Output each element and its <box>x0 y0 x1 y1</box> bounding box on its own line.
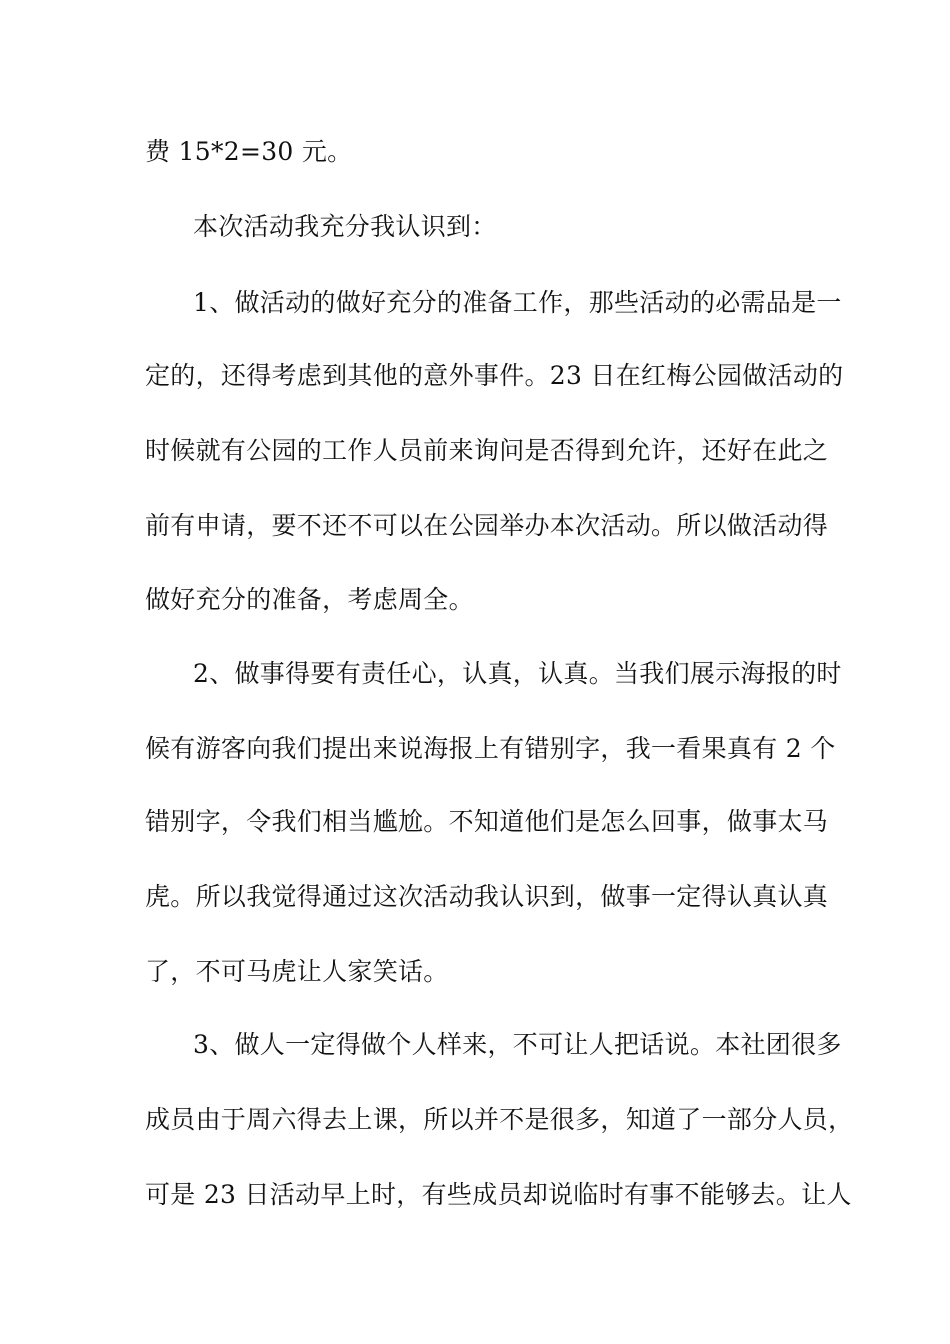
text-line: 成员由于周六得去上课，所以并不是很多，知道了一部分人员， <box>145 1105 854 1134</box>
text-line: 虎。所以我觉得通过这次活动我认识到，做事一定得认真认真 <box>145 882 829 911</box>
text-line: 了，不可马虎让人家笑话。 <box>145 957 449 986</box>
text-line: 3、做人一定得做个人样来，不可让人把话说。本社团很多 <box>193 1030 842 1059</box>
text-line: 做好充分的准备，考虑周全。 <box>145 585 474 614</box>
text-line: 本次活动我充分我认识到： <box>193 212 497 241</box>
text-line: 费 15*2=30 元。 <box>145 137 353 166</box>
text-line: 定的，还得考虑到其他的意外事件。23 日在红梅公园做活动的 <box>145 361 844 390</box>
text-line: 候有游客向我们提出来说海报上有错别字，我一看果真有 2 个 <box>145 734 836 763</box>
text-line: 错别字，令我们相当尴尬。不知道他们是怎么回事，做事太马 <box>145 807 829 836</box>
text-line: 时候就有公园的工作人员前来询问是否得到允许，还好在此之 <box>145 436 829 465</box>
text-line: 可是 23 日活动早上时，有些成员却说临时有事不能够去。让人 <box>145 1180 852 1209</box>
text-line: 2、做事得要有责任心，认真，认真。当我们展示海报的时 <box>193 659 842 688</box>
text-line: 1、做活动的做好充分的准备工作，那些活动的必需品是一 <box>193 288 842 317</box>
text-line: 前有申请，要不还不可以在公园举办本次活动。所以做活动得 <box>145 511 829 540</box>
